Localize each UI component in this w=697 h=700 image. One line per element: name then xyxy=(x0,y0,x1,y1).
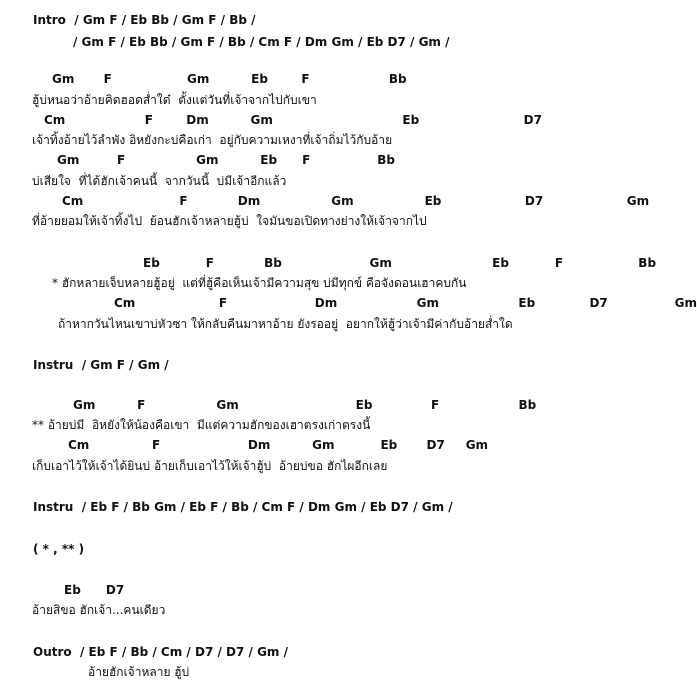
lyrics-line-5: * ฮักหลายเจ็บหลายฮู้อยู่ แต่ที่ฮู้คือเห็นเจ้ามีความสุข บ่มีทุกข์ คือจังดอนเฮาคบกัน xyxy=(52,276,467,290)
lyrics-line-7: ** อ้ายบ่มี อิหยังให้น้องคือเขา มีแต่ความฮักของเฮาตรงเก่าตรงนี้ xyxy=(32,418,371,432)
lyrics-line-6: ถ้าหากวันไหนเขาบ่หัวซา ให้กลับคืนมาหาอ้าย ยังรออยู่ อยากให้ฮู้ว่าเจ้ามีค่ากับอ้ายส่ำใด xyxy=(58,317,513,331)
lyrics-line-9: อ้ายสิขอ ฮักเจ้า...คนเดียว xyxy=(32,603,166,617)
chords-line-5: Eb F Bb Gm Eb F Bb xyxy=(143,256,657,270)
repeat-marker: ( * , ** ) xyxy=(33,542,85,556)
chords-line-9: Eb D7 xyxy=(64,583,125,597)
chords-line-8: Cm F Dm Gm Eb D7 Gm xyxy=(68,438,489,452)
lyrics-line-1: ฮู้บ่หนอว่าอ้ายคิดฮอดส่ำใด๋ ตั้งแต่วันที่เจ้าจากไปกับเขา xyxy=(32,93,317,107)
outro-lyric: อ้ายฮักเจ้าหลาย ฮู้บ่ xyxy=(88,665,190,679)
chords-line-2: Cm F Dm Gm Eb D7 xyxy=(44,113,542,127)
lyrics-line-2: เจ้าทิ้งอ้ายไว้ลำพัง อิหยังกะบ่คือเก่า อยู่กับความเหงาที่เจ้าถิ่มไว้กับอ้าย xyxy=(32,133,393,147)
chords-line-6: Cm F Dm Gm Eb D7 Gm xyxy=(114,296,697,310)
chords-line-3: Gm F Gm Eb F Bb xyxy=(57,153,395,167)
intro-line-1: Intro / Gm F / Eb Bb / Gm F / Bb / xyxy=(33,13,256,27)
lyrics-line-4: ที่อ้ายยอมให้เจ้าทิ้งไป ย้อนฮักเจ้าหลายฮู้บ่ ใจมันขอเปิดทางย่างให้เจ้าจากไป xyxy=(32,214,427,228)
intro-line-2: / Gm F / Eb Bb / Gm F / Bb / Cm F / Dm Gm / Eb D7 / Gm / xyxy=(73,35,450,49)
lyrics-line-8: เก็บเอาไว้ให้เจ้าได้ยินบ่ อ้ายเก็บเอาไว้ให้เจ้าฮู้บ่ อ้ายบ่ขอ ฮักไผอีกเลย xyxy=(32,459,388,473)
instru-line-2: Instru / Eb F / Bb Gm / Eb F / Bb / Cm F / Dm Gm / Eb D7 / Gm / xyxy=(33,500,453,514)
outro-line: Outro / Eb F / Bb / Cm / D7 / D7 / Gm / xyxy=(33,645,288,659)
chords-line-4: Cm F Dm Gm Eb D7 Gm xyxy=(62,194,650,208)
lyrics-line-3: บ่เสียใจ ที่ได้ฮักเจ้าคนนี้ จากวันนี้ บ่มีเจ้าอีกแล้ว xyxy=(32,174,287,188)
instru-line-1: Instru / Gm F / Gm / xyxy=(33,358,169,372)
chords-line-7: Gm F Gm Eb F Bb xyxy=(73,398,537,412)
chords-line-1: Gm F Gm Eb F Bb xyxy=(52,72,407,86)
